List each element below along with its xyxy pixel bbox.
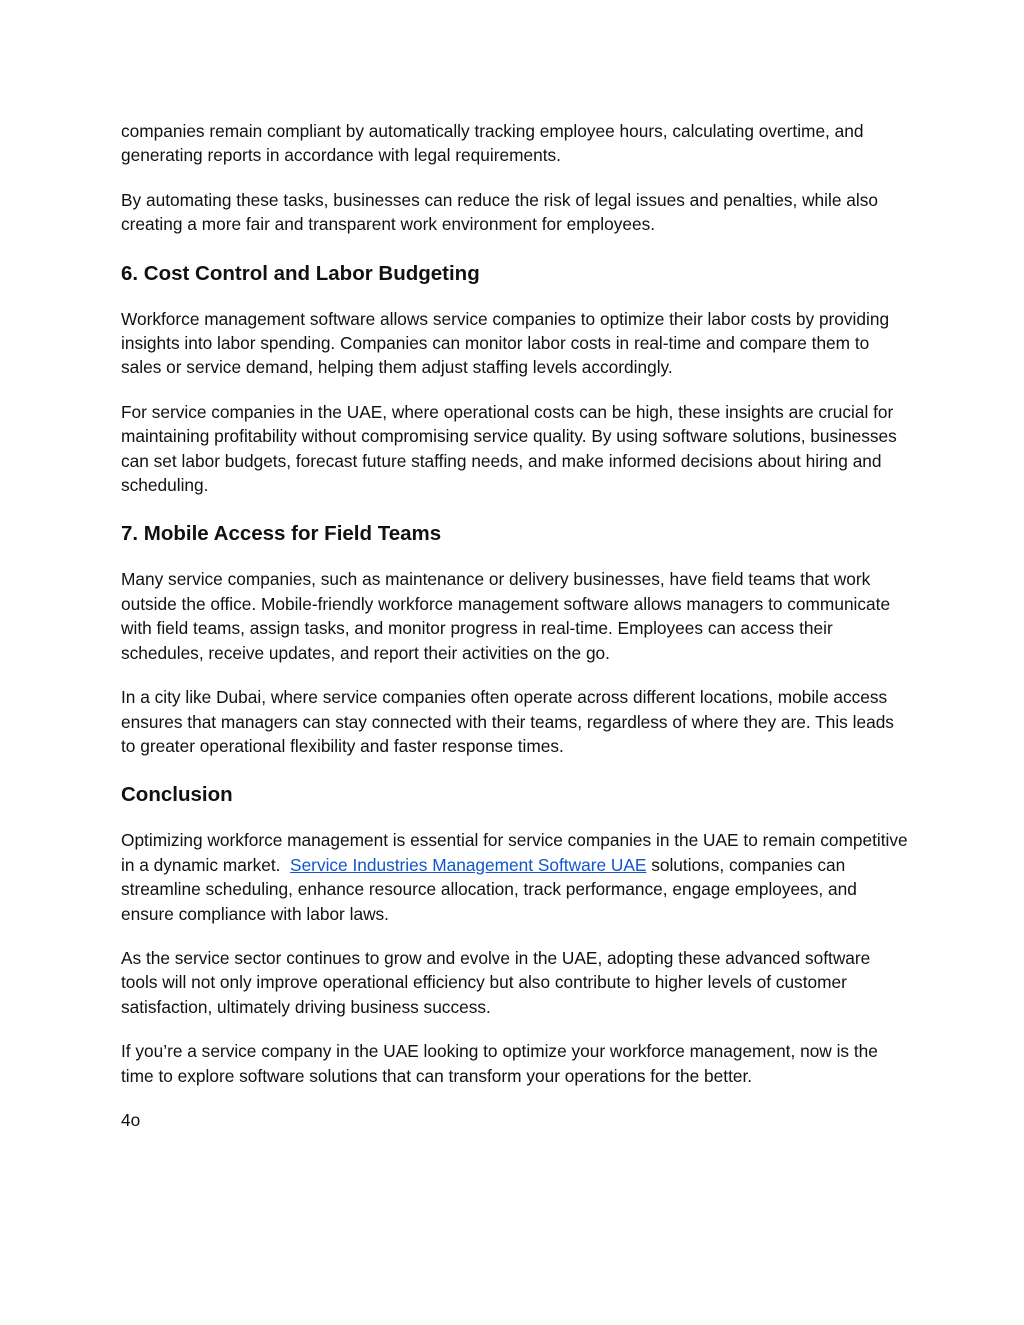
conclusion-paragraph-1 bbox=[121, 828, 911, 926]
document-page bbox=[121, 119, 911, 1132]
conclusion-paragraph-3: If you’re a service company in the UAE looking to optimize your workforce management, now is the time to explore software solutions that can transform your operations for the better. bbox=[121, 1041, 878, 1086]
conclusion-paragraph-1-tail: solutions, companies can streamline scheduling, enhance resource allocation, track performance, engage employees, and ensure compliance with labor laws. bbox=[121, 854, 857, 924]
trailing-text: 4o bbox=[121, 1109, 141, 1130]
section-6-paragraph-2: For service companies in the UAE, where operational costs can be high, these insights are crucial for maintaining profitability without compromising service quality. By using software solutions, businesses can set labor budgets, forecast future staffing needs, and make informed decisions about hiring and scheduling. bbox=[121, 401, 897, 496]
service-software-link[interactable]: Service Industries Management Software UAE bbox=[290, 854, 647, 875]
intro-paragraph: companies remain compliant by automatically tracking employee hours, calculating overtime, and generating reports in accordance with legal requirements. bbox=[121, 121, 864, 166]
section-7-paragraph-2: In a city like Dubai, where service companies often operate across different locations, mobile access ensures that managers can stay connected with their teams, regardless of where they are. This leads to greater operational flexibility and faster response times. bbox=[121, 687, 894, 756]
section-7-heading: 7. Mobile Access for Field Teams bbox=[121, 522, 442, 546]
section-6-paragraph-1: Workforce management software allows service companies to optimize their labor costs by providing insights into labor spending. Companies can monitor labor costs in real-time and compare them to sales or service demand, helping them adjust staffing levels accordingly. bbox=[121, 308, 890, 378]
conclusion-heading: Conclusion bbox=[121, 783, 233, 807]
automation-paragraph: By automating these tasks, businesses can reduce the risk of legal issues and penalties, while also creating a more fair and transparent work environment for employees. bbox=[121, 189, 878, 235]
section-7-paragraph-1: Many service companies, such as maintenance or delivery businesses, have field teams that work outside the office. Mobile-friendly workforce management software allows managers to communicate with field teams, assign tasks, and monitor progress in real-time. Employees can access their schedules, receive updates, and report their activities on the go. bbox=[121, 569, 891, 663]
conclusion-paragraph-2: As the service sector continues to grow and evolve in the UAE, adopting these advanced software tools will not only improve operational efficiency but also contribute to higher levels of customer satisfaction, ultimately driving business success. bbox=[121, 947, 871, 1017]
conclusion-paragraph-1-lead: Optimizing workforce management is essential for service companies in the UAE to remain competitive in a dynamic market. bbox=[121, 830, 913, 875]
section-6-heading: 6. Cost Control and Labor Budgeting bbox=[121, 261, 480, 285]
